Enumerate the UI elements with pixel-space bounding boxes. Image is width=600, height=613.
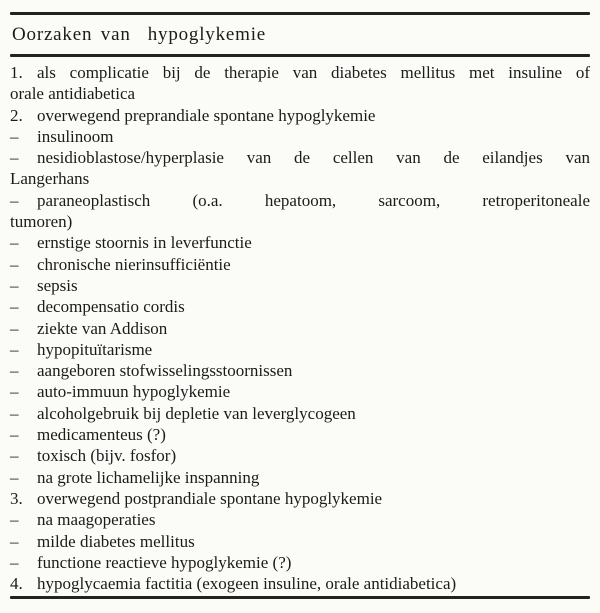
list-item (10, 509, 590, 530)
list-item-text: Langerhans (10, 169, 90, 189)
list-item (10, 339, 590, 360)
list-item (10, 296, 590, 317)
list-item (10, 360, 590, 381)
list-item-marker: – (10, 297, 19, 317)
list-item-text: ernstige stoornis in leverfunctie (37, 233, 252, 253)
list-item-text: orale antidiabetica (10, 84, 136, 104)
list-item-text: hypopituïtarisme (37, 339, 153, 359)
list-item (10, 403, 590, 424)
list-item (10, 62, 590, 83)
list-item-marker: – (10, 467, 19, 487)
list-item-text: paraneoplastisch (o.a. hepatoom, sarcoom, retroperitoneale (37, 190, 590, 210)
list-item (10, 168, 590, 189)
list-item-marker: – (10, 254, 19, 274)
list-item-marker: – (10, 425, 19, 445)
list-item-text: auto-immuun hypoglykemie (37, 382, 231, 402)
list-item-text: na grote lichamelijke inspanning (37, 467, 260, 487)
list-item (10, 445, 590, 466)
list-item (10, 275, 590, 296)
list-item-marker: – (10, 339, 19, 359)
list-item-marker: – (10, 148, 19, 168)
list-item-text: functione reactieve hypoglykemie (?) (37, 552, 292, 572)
list-item-marker: – (10, 233, 19, 253)
list-item (10, 126, 590, 147)
list-item-text: toxisch (bijv. fosfor) (37, 446, 177, 466)
list-item-marker: – (10, 510, 19, 530)
list-item-marker: – (10, 361, 19, 381)
list-item-text: alcoholgebruik bij depletie van leverglycogeen (37, 403, 356, 423)
list-item-text: medicamenteus (?) (37, 425, 166, 445)
list-item-marker: 3. (10, 488, 23, 508)
list-item-marker: – (10, 190, 19, 210)
list-item-marker: 4. (10, 574, 23, 594)
list-item-text: aangeboren stofwisselingsstoornissen (37, 361, 293, 381)
bottom-rule (10, 596, 590, 599)
list-item-marker: – (10, 382, 19, 402)
list-item-text: decompensatio cordis (37, 297, 185, 317)
list-item-text: hypoglycaemia factitia (exogeen insuline, orale antidiabetica) (37, 574, 457, 594)
list-item-text: na maagoperaties (37, 510, 156, 530)
list-item (10, 424, 590, 445)
list-item (10, 211, 590, 232)
list-item (10, 83, 590, 104)
list-item-marker: 1. (10, 63, 23, 82)
list-item-text: tumoren) (10, 212, 73, 232)
list-item-marker: 2. (10, 105, 23, 125)
list-item-text: ziekte van Addison (37, 318, 168, 338)
list-item-marker: – (10, 552, 19, 572)
list-item-text: chronische nierinsufficiëntie (37, 254, 231, 274)
list-item (10, 232, 590, 253)
top-rule (10, 12, 590, 15)
list-item-text: milde diabetes mellitus (37, 531, 195, 551)
list-item (10, 552, 590, 573)
list-item-text: insulinoom (37, 126, 114, 146)
list-item-marker: – (10, 446, 19, 466)
list-item (10, 318, 590, 339)
list-item-marker: – (10, 126, 19, 146)
list-item (10, 573, 590, 594)
list-item (10, 254, 590, 275)
list-item-text: sepsis (37, 275, 78, 295)
header-rule (10, 54, 590, 57)
list-item-text: nesidioblastose/hyperplasie van de cellen van de eilandjes van (37, 148, 590, 168)
list-item-text: als complicatie bij de therapie van diabetes mellitus met insuline of (37, 63, 590, 82)
list-item (10, 531, 590, 552)
list-item-text: overwegend postprandiale spontane hypoglykemie (37, 488, 383, 508)
list-item-marker: – (10, 318, 19, 338)
cause-list (10, 62, 590, 594)
list-item (10, 381, 590, 402)
list-item-marker: – (10, 403, 19, 423)
list-item (10, 467, 590, 488)
list-item (10, 190, 590, 211)
list-item-marker: – (10, 531, 19, 551)
table-title: Oorzaken van hypoglykemie (12, 24, 267, 45)
list-item-text: overwegend preprandiale spontane hypoglykemie (37, 105, 376, 125)
list-item (10, 488, 590, 509)
list-item (10, 105, 590, 126)
list-item (10, 147, 590, 168)
list-item-marker: – (10, 275, 19, 295)
